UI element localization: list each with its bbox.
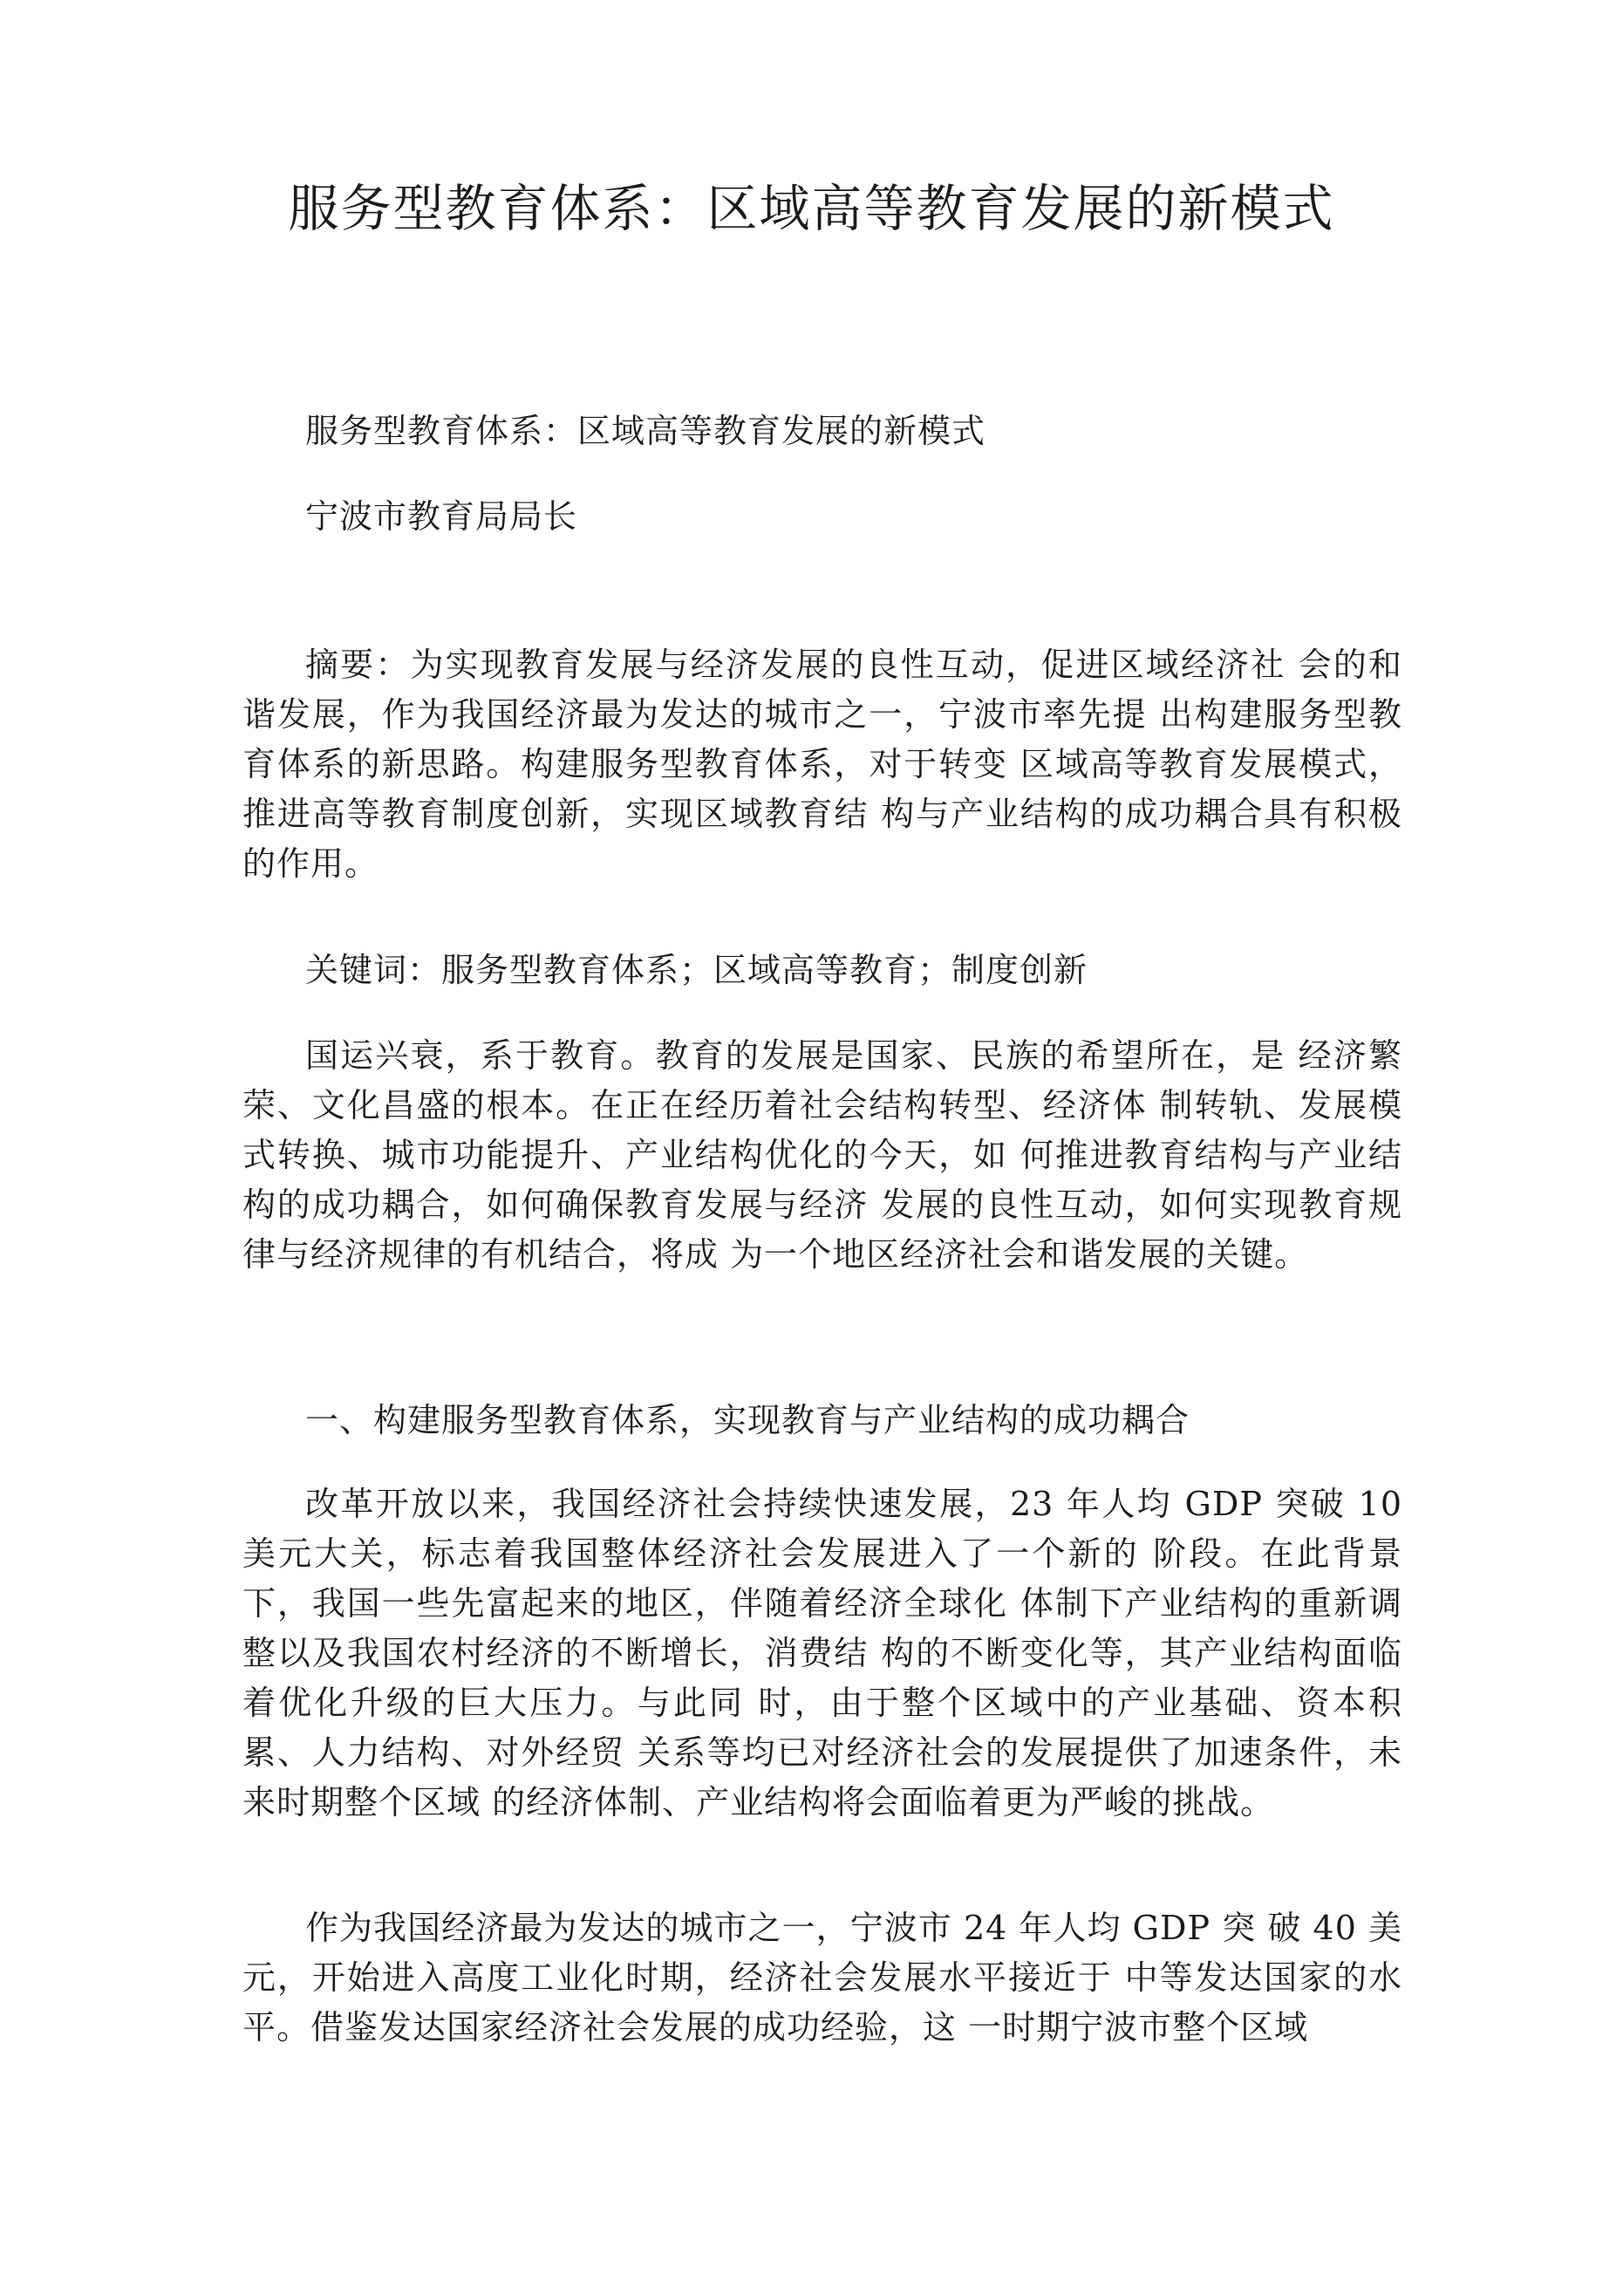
keywords-line: 关键词：服务型教育体系；区域高等教育；制度创新 xyxy=(305,951,1088,989)
body-paragraph-2: 改革开放以来，我国经济社会持续快速发展，23 年人均 GDP 突破 10 美元大关，标志着我国整体经济社会发展进入了一个新的 阶段。在此背景下，我国一些先富起来的地区，伴随着经济全球化 体制下产业结构的重新调整以及我国农村经济的不断增长，消费结 构的不断变化等，其产业结构面临着优化升级的巨大压力。与此同 时，由于整个区域中的产业基础、资本积累、人力结构、对外经贸 关系等均已对经济社会的发展提供了加速条件，未来时期整个区域 的经济体制、产业结构将会面临着更为严峻的挑战。 xyxy=(242,1485,1402,1821)
document-title: 服务型教育体系：区域高等教育发展的新模式 xyxy=(288,179,1335,238)
author-line: 宁波市教育局局长 xyxy=(305,497,578,536)
document-subtitle: 服务型教育体系：区域高等教育发展的新模式 xyxy=(305,412,986,450)
section-heading-1: 一、构建服务型教育体系，实现教育与产业结构的成功耦合 xyxy=(305,1401,1190,1439)
body-paragraph-1: 国运兴衰，系于教育。教育的发展是国家、民族的希望所在，是 经济繁荣、文化昌盛的根本。在正在经历着社会结构转型、经济体 制转轨、发展模式转换、城市功能提升、产业结构优化的今天，如 何推进教育结构与产业结构的成功耦合，如何确保教育发展与经济 发展的良性互动，如何实现教育规律与经济规律的有机结合，将成 为一个地区经济社会和谐发展的关键。 xyxy=(242,1036,1402,1274)
abstract-paragraph: 摘要：为实现教育发展与经济发展的良性互动，促进区域经济社 会的和谐发展，作为我国经济最为发达的城市之一，宁波市率先提 出构建服务型教育体系的新思路。构建服务型教育体系，对于转变 区域高等教育发展模式，推进高等教育制度创新，实现区域教育结 构与产业结构的成功耦合具有积极的作用。 xyxy=(242,646,1402,883)
body-paragraph-3: 作为我国经济最为发达的城市之一，宁波市 24 年人均 GDP 突 破 40 美元，开始进入高度工业化时期，经济社会发展水平接近于 中等发达国家的水平。借鉴发达国家经济社会发展的成功经验，这 一时期宁波市整个区域 xyxy=(242,1909,1402,2047)
